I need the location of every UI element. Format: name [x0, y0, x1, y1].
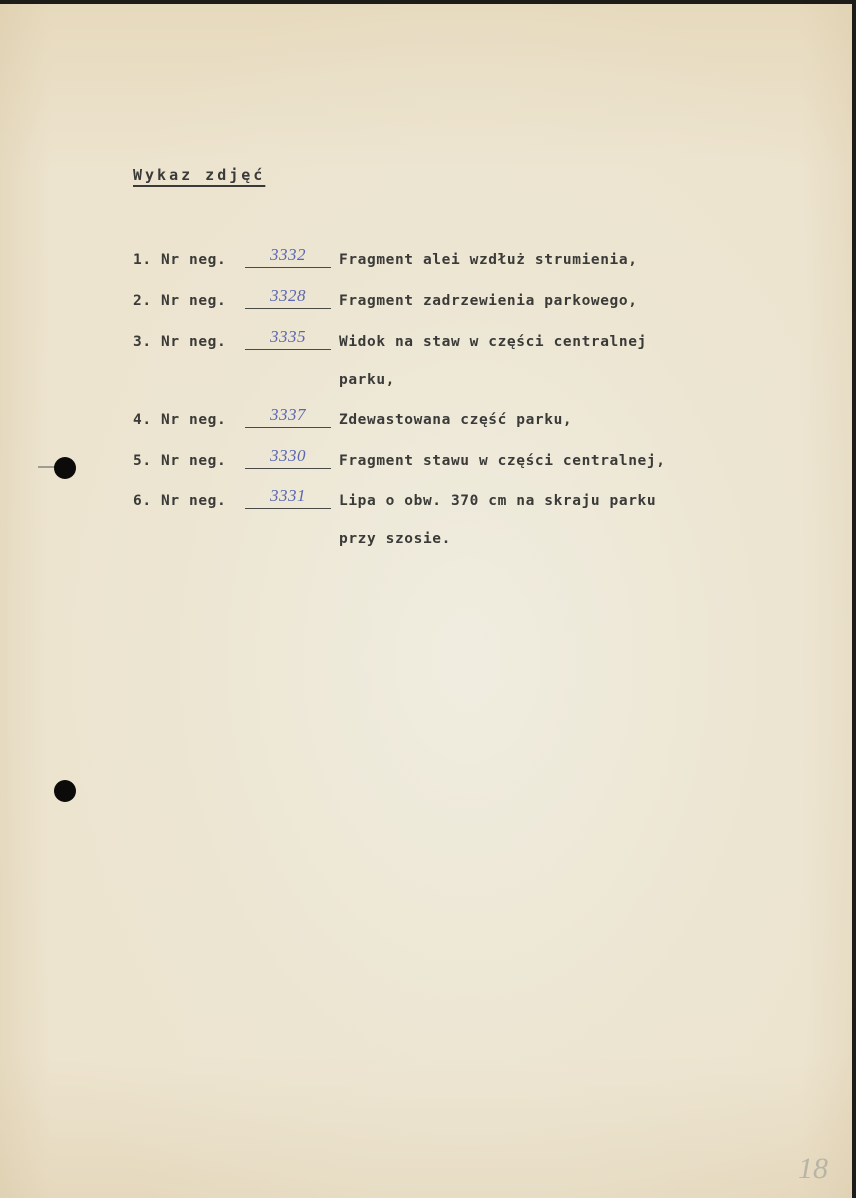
- document-page: [0, 4, 852, 1198]
- negative-number: 3335: [270, 327, 306, 346]
- entry-label: Nr neg.: [161, 412, 227, 428]
- entry-number: 2.: [133, 293, 152, 309]
- photo-entry-2: [133, 286, 638, 309]
- photo-entry-5: [133, 446, 666, 469]
- entry-description: Fragment zadrzewienia parkowego,: [339, 293, 638, 309]
- negative-number: 3330: [270, 446, 306, 465]
- photo-entry-6: [133, 486, 657, 509]
- negative-number-field: [245, 446, 331, 469]
- negative-number-field: [245, 486, 331, 509]
- negative-number: 3331: [270, 486, 306, 505]
- entry-number: 5.: [133, 453, 152, 469]
- photo-entry-3: [133, 327, 647, 350]
- entry-number: 4.: [133, 412, 152, 428]
- entry-description-continuation: parku,: [339, 372, 395, 388]
- entry-description: Zdewastowana część parku,: [339, 412, 573, 428]
- entry-number: 3.: [133, 334, 152, 350]
- entry-description: Lipa o obw. 370 cm na skraju parku: [339, 493, 657, 509]
- entry-number: 6.: [133, 493, 152, 509]
- negative-number: 3332: [270, 245, 306, 264]
- punch-hole-bottom: [54, 780, 76, 802]
- photo-entry-4: [133, 405, 573, 428]
- punch-hole-top: [54, 457, 76, 479]
- entry-label: Nr neg.: [161, 252, 227, 268]
- entry-description: Fragment stawu w części centralnej,: [339, 453, 666, 469]
- negative-number-field: [245, 286, 331, 309]
- negative-number: 3328: [270, 286, 306, 305]
- entry-number: 1.: [133, 252, 152, 268]
- negative-number-field: [245, 327, 331, 350]
- entry-label: Nr neg.: [161, 293, 227, 309]
- negative-number-field: [245, 405, 331, 428]
- entry-description-continuation: przy szosie.: [339, 531, 451, 547]
- entry-label: Nr neg.: [161, 334, 227, 350]
- entry-label: Nr neg.: [161, 493, 227, 509]
- document-title: Wykaz zdjęć: [133, 166, 266, 184]
- entry-label: Nr neg.: [161, 453, 227, 469]
- entry-description: Fragment alei wzdłuż strumienia,: [339, 252, 638, 268]
- negative-number: 3337: [270, 405, 306, 424]
- page-number: 18: [798, 1152, 828, 1185]
- negative-number-field: [245, 245, 331, 268]
- entry-description: Widok na staw w części centralnej: [339, 334, 647, 350]
- photo-entry-1: [133, 245, 638, 268]
